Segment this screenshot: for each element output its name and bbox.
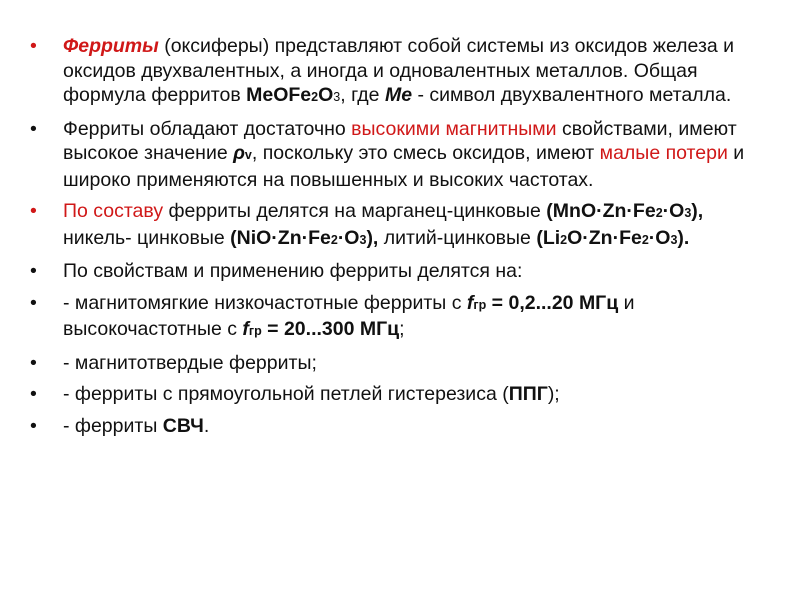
formula-o: O — [318, 84, 334, 106]
abbr-ppg: ППГ — [508, 383, 548, 405]
formula-subscript: 2 — [311, 90, 319, 104]
formula-part: ·O — [662, 200, 685, 222]
highlight-high-magnetic: высокими магнитными — [351, 117, 557, 140]
formula-subscript: 3 — [359, 232, 367, 247]
text: никель- цинковые — [63, 226, 231, 249]
bullet-item-ferrites-definition — [30, 34, 775, 110]
text: По свойствам и применению ферриты делятся на: — [63, 260, 523, 282]
bullet-item-microwave — [30, 414, 775, 439]
formula-part: (MnO·Zn·Fe — [546, 200, 656, 222]
formula-part: ), — [366, 226, 379, 249]
formula-part: (Li — [536, 226, 561, 249]
bullet-item-ferrite-properties — [30, 117, 775, 193]
formula-subscript: 2 — [655, 206, 663, 220]
text: , где — [340, 84, 385, 106]
text: - магнитомягкие низкочастотные ферриты с — [63, 291, 467, 314]
bullet-item-soft-magnetic — [30, 291, 775, 344]
symbol-rho: ρ — [233, 142, 245, 164]
abbr-svch: СВЧ — [162, 414, 204, 437]
formula-subscript: 3 — [670, 232, 678, 247]
symbol-rho-subscript: v — [244, 148, 252, 162]
symbol-f-subscript: гр — [473, 297, 487, 312]
text: . — [203, 414, 210, 437]
formula-mn-zn — [546, 200, 703, 222]
text: литий-цинковые — [378, 226, 537, 249]
formula-meofe: MeOFe — [246, 84, 312, 106]
bullet-marker: • — [30, 200, 37, 222]
text: , поскольку это смесь оксидов, имеют — [251, 142, 600, 164]
formula-subscript: 2 — [330, 232, 338, 247]
text: и высокочастотные с — [63, 291, 635, 340]
bullet-marker: • — [30, 291, 37, 314]
formula-part: ·O — [648, 226, 671, 249]
term-ferrites: Ферриты — [63, 35, 159, 57]
text: и широко применяются на повышенных и высоких частотах. — [63, 142, 745, 191]
formula-part: (NiO·Zn·Fe — [230, 226, 331, 249]
formula-subscript: 2 — [560, 232, 568, 247]
text: ферриты делятся на марганец-цинковые — [163, 200, 547, 222]
bullet-item-classification-intro — [30, 259, 775, 284]
highlight-by-composition: По составу — [63, 200, 164, 222]
bullet-marker: • — [30, 117, 37, 140]
formula-part: O·Zn·Fe — [567, 226, 642, 249]
formula-li-zn — [536, 227, 689, 249]
formula-part: ). — [677, 226, 690, 249]
bullet-item-rectangular-loop — [30, 382, 775, 407]
bullet-item-hard-magnetic — [30, 351, 775, 376]
text: - ферриты — [63, 414, 163, 437]
frequency-range-low: = 0,2...20 МГц — [486, 291, 619, 314]
bullet-marker: • — [30, 351, 37, 374]
highlight-low-losses: малые потери — [599, 142, 728, 164]
text: ; — [399, 318, 405, 340]
bullet-list — [30, 34, 775, 445]
text: Ферриты обладают достаточно — [63, 117, 352, 140]
formula-subscript: 2 — [641, 232, 649, 247]
formula-subscript: 3 — [333, 90, 341, 104]
bullet-marker: • — [30, 414, 37, 437]
formula-part: ·O — [337, 226, 360, 249]
bullet-marker: • — [30, 260, 37, 282]
formula-part: ), — [691, 200, 704, 222]
text: (оксиферы) представляют собой системы из оксидов железа и оксидов двухвалентных, а иногда и одновалентных металлов. Общая формула ферритов — [63, 35, 735, 106]
frequency-range-high: = 20...300 МГц — [261, 318, 400, 340]
text: свойствами, имеют высокое значение — [63, 117, 737, 164]
text: - символ двухвалентного металла. — [412, 84, 732, 106]
symbol-f: f — [466, 291, 474, 314]
bullet-marker: • — [30, 383, 37, 405]
bullet-marker: • — [30, 35, 37, 57]
symbol-f-subscript: гр — [248, 324, 262, 338]
symbol-me: Me — [384, 84, 413, 106]
text: - магнитотвердые ферриты; — [63, 351, 317, 374]
symbol-f: f — [242, 318, 249, 340]
text: ); — [547, 383, 560, 405]
bullet-item-composition — [30, 199, 775, 252]
text: - ферриты с прямоугольной петлей гистерезиса ( — [63, 383, 509, 405]
formula-ni-zn — [230, 227, 378, 249]
formula-subscript: 3 — [684, 206, 692, 220]
